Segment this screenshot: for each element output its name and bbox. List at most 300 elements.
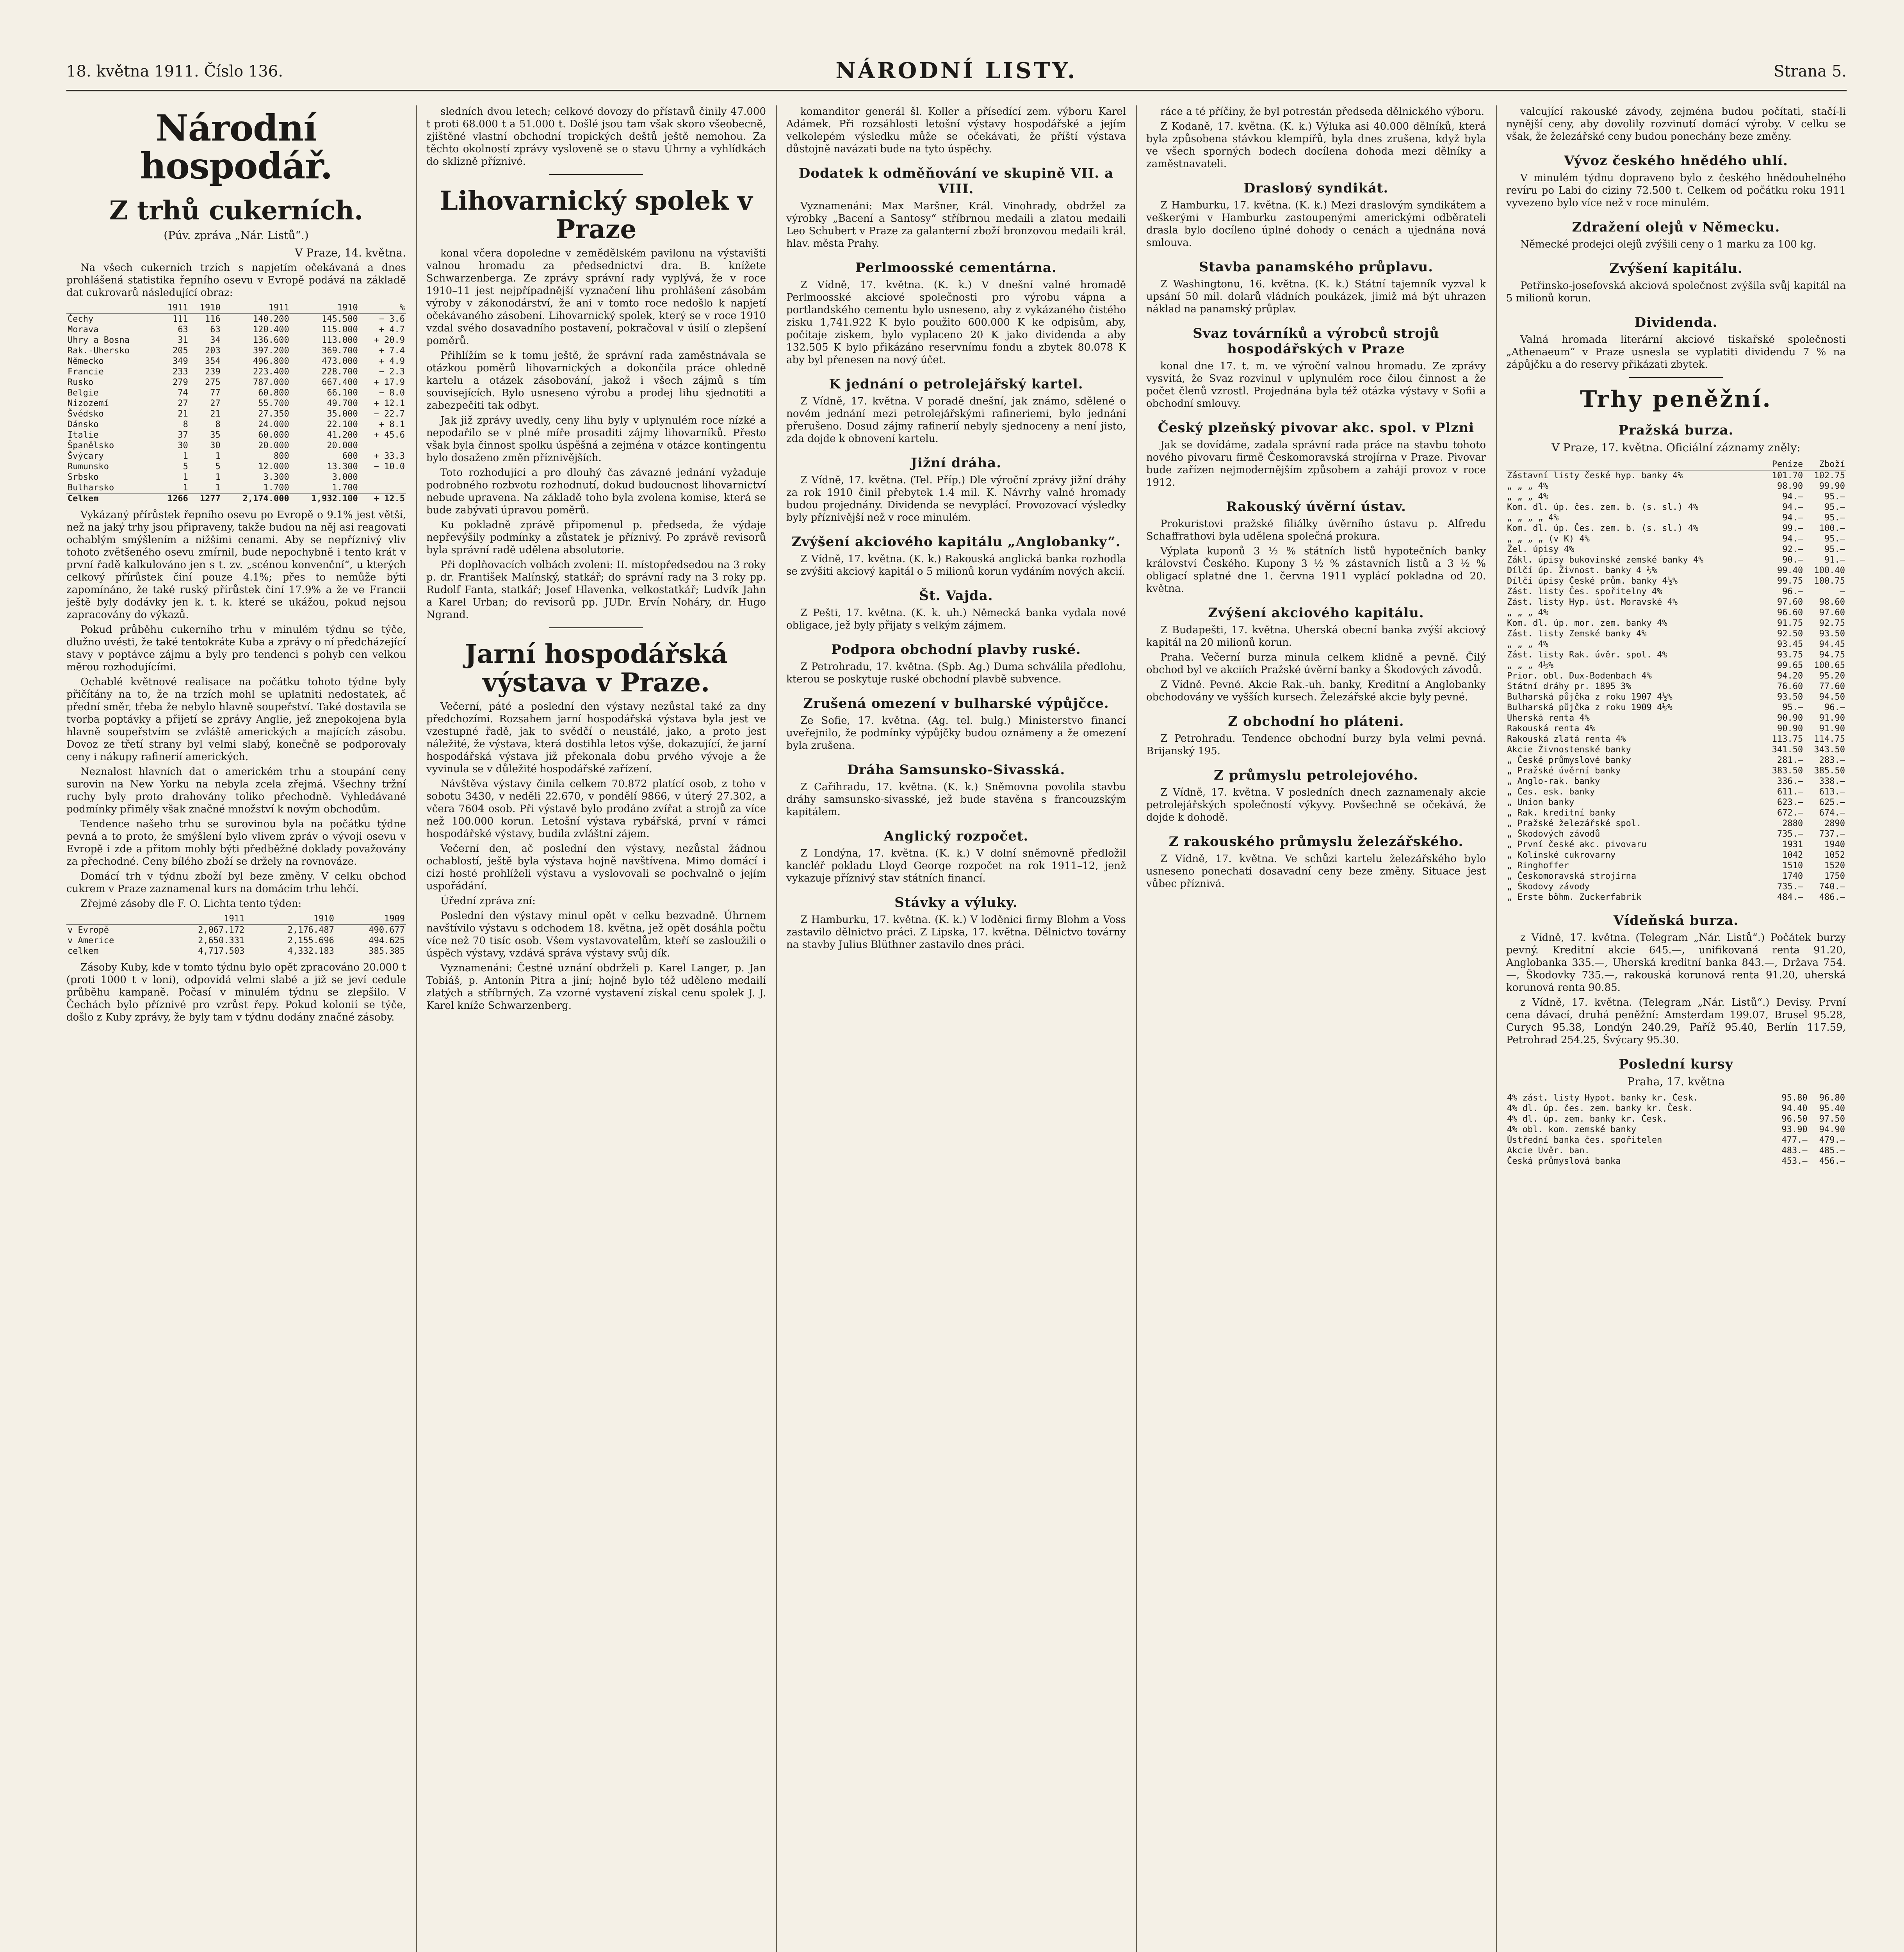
table-cell: 2890 — [1824, 819, 1845, 828]
table-row — [1506, 1114, 1846, 1124]
table-cell: 100.— — [1819, 524, 1845, 533]
table-cell: 136.600 — [253, 335, 289, 345]
table-cell: 343.50 — [1814, 745, 1845, 755]
table-cell: 55.700 — [258, 398, 289, 408]
news-heading: Z průmyslu petrolejového. — [1214, 768, 1418, 783]
table-header-cell: 1910 — [246, 913, 335, 925]
table-cell: 625.— — [1819, 798, 1845, 807]
table-cell: 60.800 — [258, 388, 289, 398]
table-cell: 100.40 — [1814, 566, 1845, 575]
table-total-row — [66, 493, 406, 504]
table-row — [1506, 650, 1846, 660]
table-cell: 205 — [173, 346, 188, 356]
table-cell: „ Erste böhm. Zuckerfabrik — [1507, 892, 1642, 902]
table-cell: 2,176.487 — [287, 925, 334, 935]
table-cell: 22.100 — [327, 419, 358, 429]
table-cell: 100.75 — [1814, 576, 1845, 586]
table-cell: 4% dl. úp. zem. banky kr. Česk. — [1507, 1114, 1667, 1124]
table-row — [1506, 660, 1846, 671]
table-cell: 1.700 — [332, 483, 358, 493]
table-cell: 94.45 — [1819, 639, 1845, 649]
table-row — [1506, 481, 1846, 492]
table-cell: 740.— — [1819, 882, 1845, 892]
table-cell: 92.75 — [1819, 618, 1845, 628]
column-3 — [786, 105, 1126, 1952]
paragraph: komanditor generál šl. Koller a přísedící zem. výboru Karel Adámek. Při rozsáhlosti letošní výstavy hospodářské a jejím velkolepém výsledku může se očekávati, že příští výstava důstojně navázati bude na tyto úspěchy. — [786, 106, 1126, 155]
table-cell: 95.— — [1824, 534, 1845, 544]
table-row — [1506, 808, 1846, 818]
table-row — [1506, 829, 1846, 839]
table-cell: Švýcary — [68, 451, 104, 461]
table-cell: Rakouská renta 4% — [1507, 724, 1595, 734]
prague-exchange-table — [1506, 459, 1846, 903]
table-row — [1506, 702, 1846, 713]
news-heading: K jednání o petrolejářský kartel. — [829, 376, 1083, 392]
table-cell: „ „ „ 4% — [1507, 481, 1548, 491]
paragraph: Z Londýna, 17. května. (K. k.) V dolní sněmovně předložil kancléř pokladu Lloyd George rozpočet na rok 1911–12, jenž vykazuje příznivý stav státních financí. — [786, 848, 1126, 884]
table-cell: 354 — [205, 356, 221, 366]
table-cell: Zást. listy Zemské banky 4% — [1507, 629, 1647, 639]
table-header-cell — [66, 302, 157, 314]
table-cell: 98.90 — [1777, 481, 1803, 491]
column-rule — [776, 105, 777, 1952]
table-row — [66, 461, 406, 472]
table-row — [66, 430, 406, 440]
table-cell: Uhry a Bosna — [68, 335, 130, 345]
table-cell: 99.90 — [1819, 481, 1845, 491]
issue-date: 18. května 1911. Číslo 136. — [66, 62, 283, 80]
table-row — [1506, 1145, 1846, 1156]
table-cell: 94.— — [1782, 502, 1803, 512]
table-cell: 1931 — [1782, 840, 1803, 850]
table-header-cell: % — [359, 302, 406, 314]
news-heading: Št. Vajda. — [919, 588, 993, 604]
paragraph: Přihlížím se k tomu ještě, že správní rada zaměstnávala se otázkou poměrů lihovarnických a dokončila práce ohledně kartelu a otázek zásobování, jakož i všech zájmů s tím souvisejících. Bylo usneseno výrobu a prodej lihu sjednotiti a zabezpečiti tak odbyt. — [426, 350, 766, 412]
separator — [1629, 377, 1723, 378]
table-cell: Bulharská půjčka z roku 1909 4½% — [1507, 703, 1672, 712]
table-cell: „ Škodových závodů — [1507, 829, 1600, 839]
table-cell: 99.40 — [1777, 566, 1803, 575]
table-cell: 5 — [183, 461, 188, 472]
table-cell: 49.700 — [327, 398, 358, 408]
table-cell: 223.400 — [253, 367, 289, 377]
table-cell: 94.20 — [1777, 671, 1803, 681]
column-rule — [1496, 105, 1497, 1952]
table-cell: 30 — [210, 440, 221, 451]
table-cell: 397.200 — [253, 346, 289, 356]
table-cell: 120.400 — [253, 324, 289, 335]
table-cell: 113.000 — [322, 335, 358, 345]
table-cell: 90.90 — [1777, 724, 1803, 734]
table-cell: 5 — [215, 461, 221, 472]
table-cell: 76.60 — [1777, 682, 1803, 691]
table-cell: 91.— — [1824, 555, 1845, 565]
table-cell: Státní dráhy pr. 1895 3% — [1507, 682, 1631, 691]
table-cell: „ Čes. esk. banky — [1507, 787, 1595, 797]
paragraph: Z Budapešti, 17. května. Uherská obecní banka zvýší akciový kapitál na 20 milionů korun. — [1146, 624, 1486, 648]
table-cell: 93.90 — [1781, 1125, 1808, 1135]
table-cell: Žel. úpisy 4% — [1507, 545, 1574, 554]
table-cell: 473.000 — [322, 356, 358, 366]
paragraph: konal včera dopoledne v zemědělském pavilonu na výstavišti valnou hromadu za předsednictví dra. B. knížete Schwarzenberga. Ze zprávy správní rady vyplývá, že v roce 1910–11 jest nejpřípadnější vyznačení lihu prohlášení zásobám výroby v zákonodárství, že ani v tomto roce nedošlo k napjetí očekávaného zásobení. Lihovarnický spolek, který se v roce 1910 vzdal svého dosavadního postavení, pokračoval v úsilí o zlepšení poměrů. — [426, 248, 766, 347]
column-rule — [1136, 105, 1137, 1952]
table-row — [1506, 671, 1846, 681]
table-row — [1506, 639, 1846, 650]
article-source: (Púv. zpráva „Nár. Listů“.) — [164, 228, 309, 242]
table-cell: 140.200 — [253, 314, 289, 324]
table-cell: 94.— — [1782, 513, 1803, 523]
table-header-cell: 1910 — [189, 302, 222, 314]
table-cell: 94.75 — [1819, 650, 1845, 660]
table-cell: 3.000 — [332, 472, 358, 482]
news-heading: Zvýšení kapitálu. — [1609, 261, 1743, 276]
table-cell: 93.50 — [1777, 692, 1803, 702]
table-cell: 2,155.696 — [287, 935, 334, 946]
news-heading: Zdražení olejů v Německu. — [1572, 219, 1780, 235]
table-cell: 93.50 — [1819, 629, 1845, 639]
table-cell: 94.— — [1782, 534, 1803, 544]
table-cell: 95.— — [1824, 545, 1845, 554]
table-cell: 27 — [178, 398, 188, 408]
table-cell: 1266 — [157, 493, 189, 504]
table-cell: 96.60 — [1777, 608, 1803, 618]
paragraph: Z Vídně, 17. května. Ve schůzi kartelu železářského bylo usneseno ponechati dosavadní ceny beze změny. Situace jest vůbec příznivá. — [1146, 853, 1486, 890]
table-cell: 1940 — [1824, 840, 1845, 850]
table-row — [1506, 544, 1846, 555]
table-cell: 1277 — [189, 493, 222, 504]
article-title: Jarní hospodářská výstava v Praze. — [465, 639, 728, 698]
table-cell: 102.75 — [1814, 471, 1845, 481]
table-cell: 228.700 — [322, 367, 358, 377]
table-cell: + 4.7 — [379, 324, 405, 335]
paragraph: Zřejmé zásoby dle F. O. Lichta tento týden: — [80, 898, 302, 910]
table-cell: 1 — [183, 472, 188, 482]
table-cell — [359, 483, 406, 493]
table-row — [1506, 860, 1846, 871]
table-cell: 737.— — [1819, 829, 1845, 839]
table-row — [1506, 1093, 1846, 1103]
separator — [549, 174, 643, 175]
table-header-cell: 1911 — [222, 302, 290, 314]
paragraph: Z Vídně, 17. května. (K. k.) Rakouská anglická banka rozhodla se zvýšiti akciový kapitál o 5 milionů korun vydáním nových akcií. — [786, 553, 1126, 577]
table-row — [1506, 787, 1846, 797]
table-cell: + 12.5 — [359, 493, 406, 504]
paragraph: Neznalost hlavních dat o americkém trhu a stoupání ceny surovin na New Yorku na nebyla zcela zřejmá. Všechny tržní ruchy byly proto drahovány toliko přechodně. Vyhledávané podmínky přiměly však značné množství k novým obchodům. — [66, 766, 406, 815]
table-row — [66, 935, 406, 946]
table-header-cell: 1910 — [290, 302, 359, 314]
table-row — [1506, 586, 1846, 597]
table-cell: 456.— — [1819, 1156, 1845, 1166]
table-cell: Čechy — [68, 314, 94, 324]
table-cell: 1 — [215, 472, 221, 482]
table-cell: 490.677 — [369, 925, 405, 935]
paragraph: konal dne 17. t. m. ve výroční valnou hromadu. Ze zprávy vysvítá, že Svaz rozvinul v uplynulém roce čilou činnost a že počet členů vzrostl. Projednána byla též otázka výstavy v Sofii a obchodní smlouvy. — [1146, 360, 1486, 410]
news-heading: Podpora obchodní plavby ruské. — [831, 642, 1081, 657]
table-header-cell: 1909 — [335, 913, 406, 925]
section-title-money-markets: Trhy peněžní. — [1580, 386, 1772, 412]
column-4 — [1146, 105, 1486, 1952]
paragraph: Z Hamburku, 17. května. (K. k.) V loděnici firmy Blohm a Voss zastavilo dělnictvo práci. Z Lipska, 17. května. Dělnictvo továrny na stavby Julius Blüthner zastavilo dnes práci. — [786, 914, 1126, 951]
table-row — [66, 313, 406, 324]
paragraph: V minulém týdnu dopraveno bylo z českého hnědouhelného revíru po Labi do ciziny 72.500 t. Celkem od počátku roku 1911 vyvezeno bylo více než v roce minulém. — [1506, 172, 1846, 209]
table-cell: 20.000 — [258, 440, 289, 451]
table-cell: 453.— — [1781, 1156, 1808, 1166]
table-cell: Dílčí úp. Živnost. banky 4 ½% — [1507, 566, 1657, 575]
table-cell: Zástavní listy české hyp. banky 4% — [1507, 471, 1683, 481]
table-cell: 281.— — [1777, 755, 1803, 765]
table-row — [1506, 629, 1846, 639]
paragraph: Z Vídně, 17. května. V posledních dnech zaznamenaly akcie petrolejářských společností výkyvy. Povšechně se očekává, že dojde k dohodě. — [1146, 787, 1486, 823]
table-cell: 12.000 — [258, 461, 289, 472]
table-cell: 735.— — [1777, 882, 1803, 892]
paragraph: Z Pešti, 17. května. (K. k. uh.) Německá banka vydala nové obligace, jež byly přijaty s velkým zájmem. — [786, 607, 1126, 631]
table-cell — [359, 472, 406, 483]
table-cell: 90.90 — [1777, 713, 1803, 723]
table-header-cell: 1911 — [156, 913, 246, 925]
table-cell: 91.90 — [1819, 713, 1845, 723]
table-cell: 3.300 — [263, 472, 289, 482]
paragraph: Z Cařihradu, 17. května. (K. k.) Sněmovna povolila stavbu dráhy samsunsko-sivasské, jež bude stavěna s francouzským kapitálem. — [786, 781, 1126, 818]
table-cell: Dánsko — [68, 419, 99, 429]
paragraph: Výplata kuponů 3 ½ % státních listů hypotečních banky království Českého. Kupony 3 ½ % zástavních listů a 3 ½ % obligací splatné dne 1. června 1911 vyplácí pokladna od 20. května. — [1146, 545, 1486, 595]
table-cell: 93.45 — [1777, 639, 1803, 649]
table-cell: 233 — [173, 367, 188, 377]
table-cell: 494.625 — [369, 935, 405, 946]
table-cell: 1740 — [1782, 871, 1803, 881]
table-cell: 1750 — [1824, 871, 1845, 881]
table-row — [1506, 492, 1846, 502]
table-cell: 2,650.331 — [198, 935, 245, 946]
news-heading: Zvýšení akciového kapitálu „Anglobanky“. — [791, 534, 1121, 550]
table-cell: Zást. listy Rak. úvěr. spol. 4% — [1507, 650, 1667, 660]
table-row — [1506, 692, 1846, 702]
table-cell: „ Českomoravská strojírna — [1507, 871, 1637, 881]
table-cell: 4% obl. kom. zemské banky — [1507, 1125, 1637, 1135]
table-cell: 95.40 — [1819, 1104, 1845, 1113]
table-cell: 95.— — [1824, 492, 1845, 502]
table-cell: „ Rak. kreditní banky — [1507, 808, 1616, 818]
table-row — [1506, 565, 1846, 576]
table-cell: 485.— — [1819, 1146, 1845, 1156]
table-cell: 385.385 — [369, 946, 405, 956]
dateline: V Praze, 14. května. — [295, 246, 406, 259]
table-cell: 338.— — [1819, 777, 1845, 786]
table-row — [1506, 850, 1846, 860]
table-cell: 1 — [215, 451, 221, 461]
table-cell: 97.50 — [1819, 1114, 1845, 1124]
table-cell: 63 — [178, 324, 188, 335]
table-row — [1506, 797, 1846, 808]
table-cell: Bulharská půjčka z roku 1907 4½% — [1507, 692, 1672, 702]
news-heading: Stavba panamského průplavu. — [1199, 259, 1434, 275]
paragraph: Německé prodejci olejů zvýšili ceny o 1 marku za 100 kg. — [1520, 239, 1816, 250]
paragraph: Valná hromada literární akciové tiskařské společnosti „Athenaeum“ v Praze usnesla se vyplatiti dividendu 7 % na zápůjčku a do reservy přikázati zbytek. — [1506, 334, 1846, 370]
separator — [549, 627, 643, 628]
table-cell: 95.— — [1824, 513, 1845, 523]
final-quotes-table — [1506, 1093, 1846, 1167]
table-cell: 90.— — [1782, 555, 1803, 565]
table-cell: 113.75 — [1772, 734, 1803, 744]
table-row — [66, 367, 406, 377]
table-cell: 203 — [205, 346, 221, 356]
table-row — [1506, 597, 1846, 607]
table-row — [66, 440, 406, 451]
paragraph: Z Vídně, 17. května. (Tel. Příp.) Dle výroční zprávy jižní dráhy za rok 1910 činil přebytek 1.4 mil. K. Návrhy valné hromady budou projednány. Dividenda se nevyplácí. Provozovací výsledky byly příznivější než v roce minulém. — [786, 474, 1126, 524]
table-cell: „ „ „ 4½% — [1507, 661, 1554, 670]
paragraph: z Vídně, 17. května. (Telegram „Nár. Listů“.) Devisy. První cena dávací, druhá peněžní: Amsterdam 199.07, Brusel 95.28, Curych 95.38, Londýn 240.29, Paříž 95.40, Berlín 117.59, Petrohrad 254.25, Švýcary 95.30. — [1506, 997, 1846, 1046]
table-row — [66, 472, 406, 483]
table-cell: 4% dl. úp. čes. zem. banky kr. Česk. — [1507, 1104, 1693, 1113]
column-5 — [1506, 105, 1846, 1952]
table-cell: Kom. dl. úp. Čes. zem. b. (s. sl.) 4% — [1507, 524, 1699, 533]
table-cell: „ První české akc. pivovaru — [1507, 840, 1647, 850]
paragraph: valcující rakouské závody, zejména budou počítati, stačí-li nynější ceny, aby dovolily rozvinutí domácí výroby. V celku se však, že železářské ceny budou ponechány beze změny. — [1506, 106, 1846, 142]
table-cell: Prior. obl. Dux-Bodenbach 4% — [1507, 671, 1652, 681]
table-cell: 66.100 — [327, 388, 358, 398]
paragraph: Na všech cukerních trzích s napjetím očekávaná a dnes prohlášená statistika řepního osevu v Evropě podává na základě dat cukrovarů následující obraz: — [66, 262, 406, 299]
table-cell: 95.80 — [1781, 1093, 1808, 1103]
news-heading: Zrušená omezení v bulharské výpůjčce. — [803, 696, 1109, 711]
table-row — [1506, 818, 1846, 829]
table-header-cell: 1911 — [157, 302, 189, 314]
table-cell: Rak.-Uhersko — [68, 346, 130, 356]
table-cell: 91.90 — [1819, 724, 1845, 734]
news-heading: Perlmoosské cementárna. — [855, 260, 1057, 276]
table-row — [1506, 882, 1846, 892]
table-cell: 77 — [210, 388, 221, 398]
table-cell: Česká průmyslová banka — [1507, 1156, 1621, 1166]
paragraph: Z Vídně, 17. května. (K. k.) V dnešní valné hromadě Perlmoosské akciové společnosti pro výrobu vápna a portlandského cementu bylo usneseno, aby z vykázaného čistého zisku 1,741.922 K bylo použito 600.000 K ke odpisům, aby, počítaje ziskem, bylo vyplaceno 20 K jako dividenda a aby 132.505 K bylo přikázáno reservnímu fondu a zbytek 80.078 K aby byl přenesen na nový účet. — [786, 279, 1126, 366]
table-row — [66, 483, 406, 493]
paragraph: Praha. Večerní burza minula celkem klidně a pevně. Čilý obchod byl ve akciích Pražské úvěrní banky a Škodových závodů. — [1146, 652, 1486, 676]
paragraph: Z Washingtonu, 16. května. (K. k.) Státní tajemník vyzval k upsání 50 mil. dolarů vládních poukázek, jimiž má být uhrazen náklad na panamský průplav. — [1146, 278, 1486, 315]
table-cell: 13.300 — [327, 461, 358, 472]
table-cell: 31 — [178, 335, 188, 345]
table-cell: 2,174.000 — [222, 493, 290, 504]
table-row — [66, 324, 406, 335]
table-cell: 96.50 — [1781, 1114, 1808, 1124]
table-cell: Akcie Živnostenské banky — [1507, 745, 1631, 755]
table-row — [1506, 723, 1846, 734]
table-row — [1506, 618, 1846, 629]
paragraph: Z Hamburku, 17. května. (K. k.) Mezi draslovým syndikátem a veškerými v Hamburku zastoupenými americkými odběrateli drasla bylo docíleno úplné dohody o cenách a ujednána nová smlouva. — [1146, 199, 1486, 249]
table-row — [66, 356, 406, 367]
table-cell: „ Pražské úvěrní banky — [1507, 766, 1621, 776]
table-cell: 92.— — [1782, 545, 1803, 554]
paragraph: Při doplňovacích volbách zvoleni: II. místopředsedou na 3 roky p. dr. František Malínský, statkář; do správní rady na 3 roky pp. Rudolf Fanta, statkář; Josef Hlavenka, velkostatkář; Ludvík Jahn a Karel Urban; do revisorů pp. JUDr. Ervín Noháry, dr. Hugo Ngrand. — [426, 559, 766, 621]
table-cell: 21 — [210, 409, 221, 419]
exchange-subtitle: V Praze, 17. května. Oficiální záznamy zněly: — [1551, 441, 1801, 454]
table-cell: 94.50 — [1819, 692, 1845, 702]
table-cell: 97.60 — [1777, 597, 1803, 607]
table-cell: − 10.0 — [374, 461, 405, 472]
table-cell: 100.65 — [1814, 661, 1845, 670]
table-cell: 74 — [178, 388, 188, 398]
newspaper-page — [66, 55, 1847, 1952]
paragraph: Poslední den výstavy minul opět v celku bezvadně. Úhrnem navštívilo výstavu s odchodem 18. května, jež opět dosáhla počtu více než 70 tisíc osob. Všem vystavovatelům, kteří se zasloužili o úspěch výstavy, vzdává správa výstavy svůj dík. — [426, 910, 766, 960]
table-row — [1506, 470, 1846, 481]
table-cell: 613.— — [1819, 787, 1845, 797]
table-cell: 98.60 — [1819, 597, 1845, 607]
news-heading: Stávky a výluky. — [894, 895, 1018, 910]
paragraph: Vykázaný přírůstek řepního osevu po Evropě o 9.1% jest větší, než na jaký trhy jsou připraveny, takže budou na něj asi reagovati ochablým smýšlením a nižšími cenami. Aby se nepříznivý vliv tohoto zvětšeného osevu zmírnil, bude nepochybně i tento krát v první řadě kalkulováno jen s t. zv. „scénou konvenční“, u kterých celkový přírůstek činí pouze 4.1%; přes to nemůže býti zapomínáno, že také ruský přírůstek činí 17.9% a že ve Francii ještě byly dodávky jen k. t. k. které se ukážou, pokud nejsou zapracovány do výkazů. — [66, 509, 406, 621]
paragraph: Tendence našeho trhu se surovinou byla na počátku týdne pevná a to proto, že smýšlení bylo vlivem zpráv o vývoji osevu v Evropě i zde a přitom mohly býti předběžné doklady považovány za přechodné. Ceny bílého zboží se držely na rovnováze. — [66, 818, 406, 867]
table-cell: 385.50 — [1814, 766, 1845, 776]
table-cell: „ „ „ 4% — [1507, 608, 1548, 618]
table-cell: 2880 — [1782, 819, 1803, 828]
article-title: Lihovarnický spolek v Praze — [440, 185, 753, 244]
column-rule — [416, 105, 417, 1952]
table-cell: 477.— — [1781, 1135, 1808, 1145]
table-row — [66, 924, 406, 935]
table-row — [66, 409, 406, 419]
paragraph: ráce a té příčiny, že byl potrestán předseda dělnického výboru. — [1160, 106, 1485, 118]
table-row — [1506, 1124, 1846, 1135]
paragraph: Návštěva výstavy činila celkem 70.872 platící osob, z toho v sobotu 3430, v neděli 22.670, v pondělí 9866, v úterý 27.302, a včera 7604 osob. Při výstavě bylo prodáno zvířat a strojů za více než 100.000 korun. Letošní výstava rybářská, první v rámci hospodářské výstavy, budila zvláštní zájem. — [426, 778, 766, 840]
paragraph: Petřinsko-josefovská akciová společnost zvýšila svůj kapitál na 5 milionů korun. — [1506, 280, 1846, 304]
news-heading: Dráha Samsunsko-Sivasská. — [847, 762, 1065, 778]
table-cell: 623.— — [1777, 798, 1803, 807]
table-cell: 91.75 — [1777, 618, 1803, 628]
table-row — [1506, 534, 1846, 544]
table-cell: − 22.7 — [374, 409, 405, 419]
table-cell: + 45.6 — [374, 430, 405, 440]
table-cell: 341.50 — [1772, 745, 1803, 755]
table-cell: 145.500 — [322, 314, 358, 324]
table-row — [1506, 892, 1846, 903]
table-cell: 35.000 — [327, 409, 358, 419]
table-cell: „ „ „ „ 4% — [1507, 513, 1559, 523]
paragraph: Z Vídně, 17. května. V poradě dnešní, jak známo, sdělené o novém jednání mezi petrolejářskými rafineriemi, bylo jednání přerušeno. Dosud zájmy rafinerií nebyly sjednoceny a není jisto, zda dojde k obnovení kartelu. — [786, 395, 1126, 445]
table-cell: Zást. listy Hyp. úst. Moravské 4% — [1507, 597, 1678, 607]
paragraph: Z Kodaně, 17. května. (K. k.) Výluka asi 40.000 dělníků, která byla způsobena stávkou klempířů, byla dnes zrušena, když byla ve všech sporných bodech docílena dohoda mezi dělníky a zaměstnavateli. — [1146, 121, 1486, 170]
table-cell: Dílčí úpisy České prům. banky 4½% — [1507, 576, 1678, 586]
table-cell: „ Union banky — [1507, 798, 1574, 807]
table-header-cell — [1506, 459, 1762, 470]
table-cell: „ Anglo-rak. banky — [1507, 777, 1600, 786]
table-cell: 1,932.100 — [290, 493, 359, 504]
table-cell: 4% zást. listy Hypot. banky kr. Česk. — [1507, 1093, 1699, 1103]
table-cell: 60.000 — [258, 430, 289, 440]
table-cell: v Americe — [68, 935, 114, 946]
table-row — [1506, 523, 1846, 534]
table-row — [1506, 766, 1846, 776]
table-cell: 239 — [205, 367, 221, 377]
paragraph: Vyznamenáni: Max Maršner, Král. Vinohrady, obdržel za výrobky „Bacení a Santosy“ stříbrnou medaili a zlatou medaili Leo Schubert v Praze za galanterní zboží bronzovou medaili král. hlav. města Prahy. — [786, 200, 1126, 249]
table-cell: 787.000 — [253, 377, 289, 387]
table-cell: 484.— — [1777, 892, 1803, 902]
table-cell: 483.— — [1781, 1146, 1808, 1156]
paragraph: Ku pokladně zprávě připomenul p. předseda, že výdaje nepřevýšily podmínky a zůstatek je příznivý. Po zprávě revisorů byla správní radě udělena absolutorie. — [426, 519, 766, 556]
table-cell: 1 — [183, 451, 188, 461]
news-heading: Vídeňská burza. — [1613, 913, 1739, 928]
table-cell: Německo — [68, 356, 104, 366]
table-cell: − 3.6 — [379, 314, 405, 324]
table-row — [1506, 839, 1846, 850]
table-row — [1506, 576, 1846, 586]
table-cell: celkem — [68, 946, 99, 956]
table-cell: 667.400 — [322, 377, 358, 387]
column-2 — [426, 105, 766, 1952]
table-row — [66, 946, 406, 956]
paragraph: Ze Sofie, 17. května. (Ag. tel. bulg.) Ministerstvo financí uveřejnilo, že podmínky výpůjčky budou oznámeny a že omezení byla zrušena. — [786, 715, 1126, 752]
table-cell: 96.— — [1782, 587, 1803, 597]
table-row — [1506, 871, 1846, 882]
table-cell: 24.000 — [258, 419, 289, 429]
table-cell: 349 — [173, 356, 188, 366]
paragraph: Jak se dovídáme, zadala správní rada práce na stavbu tohoto nového pivovaru firmě Českomoravská strojírna v Praze. Pivovar bude zařízen nejmodernějším způsobem a zahájí provoz v roce 1912. — [1146, 439, 1486, 488]
table-cell: 674.— — [1819, 808, 1845, 818]
